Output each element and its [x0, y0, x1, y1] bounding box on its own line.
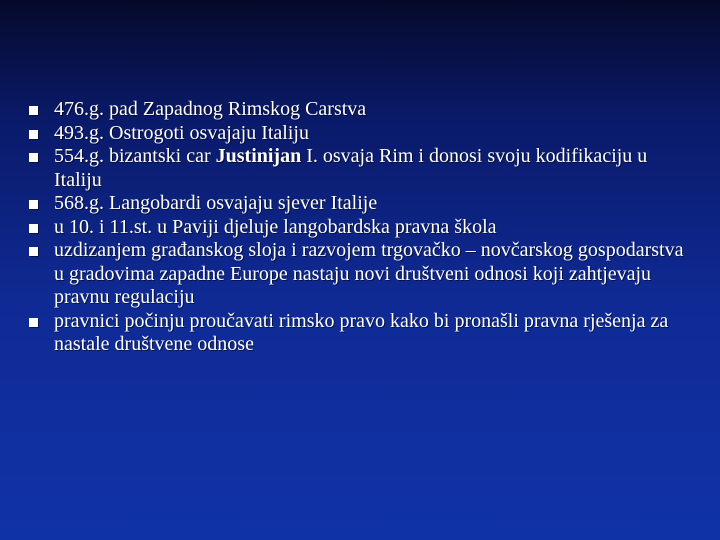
bullet-item-4: [26, 192, 696, 216]
bullet-text: 493.g. Ostrogoti osvajaju Italiju: [54, 121, 309, 144]
bullet-text: 568.g. Langobardi osvajaju sjever Italije: [54, 192, 378, 214]
bullet-item-5: [26, 216, 696, 240]
bullet-text-bold: Justinijan: [215, 145, 302, 167]
bullet-text: uzdizanjem građanskog sloja i razvojem trgovačko – novčarskog gospodarstva u gradovima zapadne Europe nastaju novi društveni odnosi koji zahtjevaju pravnu regulaciju: [54, 239, 684, 308]
bullet-item-6: [26, 239, 696, 310]
square-bullet-icon: [29, 247, 38, 256]
square-bullet-icon: [29, 106, 38, 115]
bullet-item-2: [26, 122, 696, 146]
bullet-list: [26, 98, 696, 357]
square-bullet-icon: [29, 318, 38, 327]
bullet-text: 476.g. pad Zapadnog Rimskog Carstva: [54, 98, 367, 120]
bullet-item-3: [26, 145, 696, 192]
bullet-text: u 10. i 11.st. u Paviji djeluje langobardska pravna škola: [54, 215, 497, 238]
bullet-text: pravnici počinju proučavati rimsko pravo kako bi pronašli pravna rješenja za nastale društvene odnose: [54, 309, 669, 355]
bullet-text-after: I. osvaja Rim i donosi svoju kodifikaciju u Italiju: [54, 145, 648, 191]
square-bullet-icon: [29, 130, 38, 139]
square-bullet-icon: [29, 153, 38, 162]
bullet-item-1: [26, 98, 696, 122]
bullet-item-7: [26, 310, 696, 357]
square-bullet-icon: [29, 224, 38, 233]
bullet-text-before: 554.g. bizantski car: [54, 145, 216, 167]
square-bullet-icon: [29, 200, 38, 209]
